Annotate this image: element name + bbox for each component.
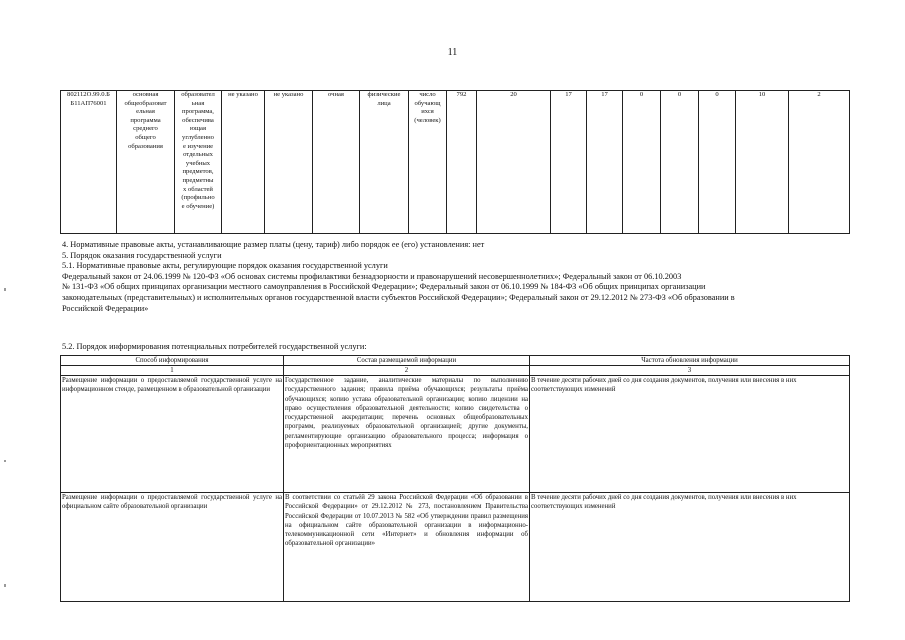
indicator-name-cell: число обучающ ихся (человек) <box>409 91 447 234</box>
method-cell: Размещение информации о предоставляемой государственной услуге на информационном стенде, размещенном в образовательной организации <box>61 376 284 493</box>
section-5-1: 5.1. Нормативные правовые акты, регулирующие порядок оказания государственной услуги <box>62 261 388 271</box>
value-cell: 0 <box>623 91 661 234</box>
frequency-cell: В течение десяти рабочих дней со дня создания документов, получения или внесения в них соответствующих изменений <box>530 493 850 602</box>
table-header-row <box>61 356 850 366</box>
unit-code-cell: 792 <box>447 91 477 234</box>
laws-line: Российской Федерации» <box>62 303 149 313</box>
category-cell: не указано <box>265 91 313 234</box>
registry-number-cell: 802112О.99.0.Б Б11АП76001 <box>61 91 117 234</box>
table-row <box>61 493 850 602</box>
deviation-cell: 10 <box>736 91 789 234</box>
frequency-cell: В течение десяти рабочих дней со дня создания документов, получения или внесения в них соответствующих изменений <box>530 376 850 493</box>
scan-mark <box>4 288 6 291</box>
column-header: Способ информирования <box>61 356 284 366</box>
section-5: 5. Порядок оказания государственной услуги <box>62 250 222 260</box>
table-row <box>61 91 850 234</box>
section-4: 4. Нормативные правовые акты, устанавливающие размер платы (цену, тариф) либо порядок ее (его) установления: нет <box>62 240 485 249</box>
table-number-row <box>61 366 850 376</box>
content-cell: Государственное задание, аналитические материалы по выполнению государственного задания; правила приёма обучающихся; результаты приёма обучающихся; копию устава образовательной организации; копию лицензии на право осуществления образовательной деятельности; копию свидетельства о государственной аккредитации; перечень основных общеобразовательных программ, реализуемых образовательной организацией; другие документы, регламентирующие организацию образовательного процесса; информация о профориентационных мероприятиях <box>284 376 530 493</box>
information-table <box>60 355 850 602</box>
scan-mark <box>4 460 6 462</box>
table-row <box>61 376 850 493</box>
column-header: Частота обновления информации <box>530 356 850 366</box>
laws-line: Федеральный закон от 24.06.1999 № 120-ФЗ «Об основах системы профилактики безнадзорности и правонарушений несовершеннолетних»; Федеральный закон от 06.10.2003 <box>62 271 682 281</box>
indicator-table <box>60 90 850 234</box>
content-cell: В соответствии со статьёй 29 закона Российской Федерации «Об образовании в Российской Федерации» от 29.12.2012 № 273, постановлением Правительства Российской Федерации от 10.07.2013 № 582 «Об утверждении правил размещения на официальном сайте образовательной организации в информационно-телекоммуникационной сети «Интернет» и обновления информации об образовательной организации» <box>284 493 530 602</box>
value-cell: 20 <box>477 91 551 234</box>
section-5-2: 5.2. Порядок информирования потенциальных потребителей государственной услуги: <box>62 342 367 351</box>
value-cell: 17 <box>587 91 623 234</box>
category-cell: не указано <box>222 91 265 234</box>
column-number: 2 <box>284 366 530 376</box>
column-header: Состав размещаемой информации <box>284 356 530 366</box>
program-cell: основная общеобразоват ельная программа среднего общего образования <box>117 91 175 234</box>
form-cell: очная <box>313 91 360 234</box>
value-cell: 0 <box>661 91 699 234</box>
value-cell: 17 <box>551 91 587 234</box>
scan-mark <box>4 584 6 587</box>
laws-line: № 131-ФЗ «Об общих принципах организации местного самоуправления в Российской Федерации»; Федеральный закон от 06.10.1999 № 184-ФЗ «Об общих принципах организации <box>62 282 706 292</box>
page-number: 11 <box>447 47 458 58</box>
value-cell: 0 <box>699 91 736 234</box>
column-number: 3 <box>530 366 850 376</box>
consumer-cell: физические лица <box>360 91 409 234</box>
sections-text <box>62 240 842 314</box>
program-type-cell: образовател ьная программа, обеспечива ющая углубленно е изучение отдельных учебных предметов, предметны х областей (профильно е обучение) <box>175 91 222 234</box>
deviation-cell: 2 <box>789 91 850 234</box>
method-cell: Размещение информации о предоставляемой государственной услуге на официальном сайте образовательной организации <box>61 493 284 602</box>
laws-line: законодательных (представительных) и исполнительных органов государственной власти субъектов Российской Федерации»; Федеральный закон от 29.12.2012 № 273-ФЗ «Об образовании в <box>62 292 735 302</box>
column-number: 1 <box>61 366 284 376</box>
